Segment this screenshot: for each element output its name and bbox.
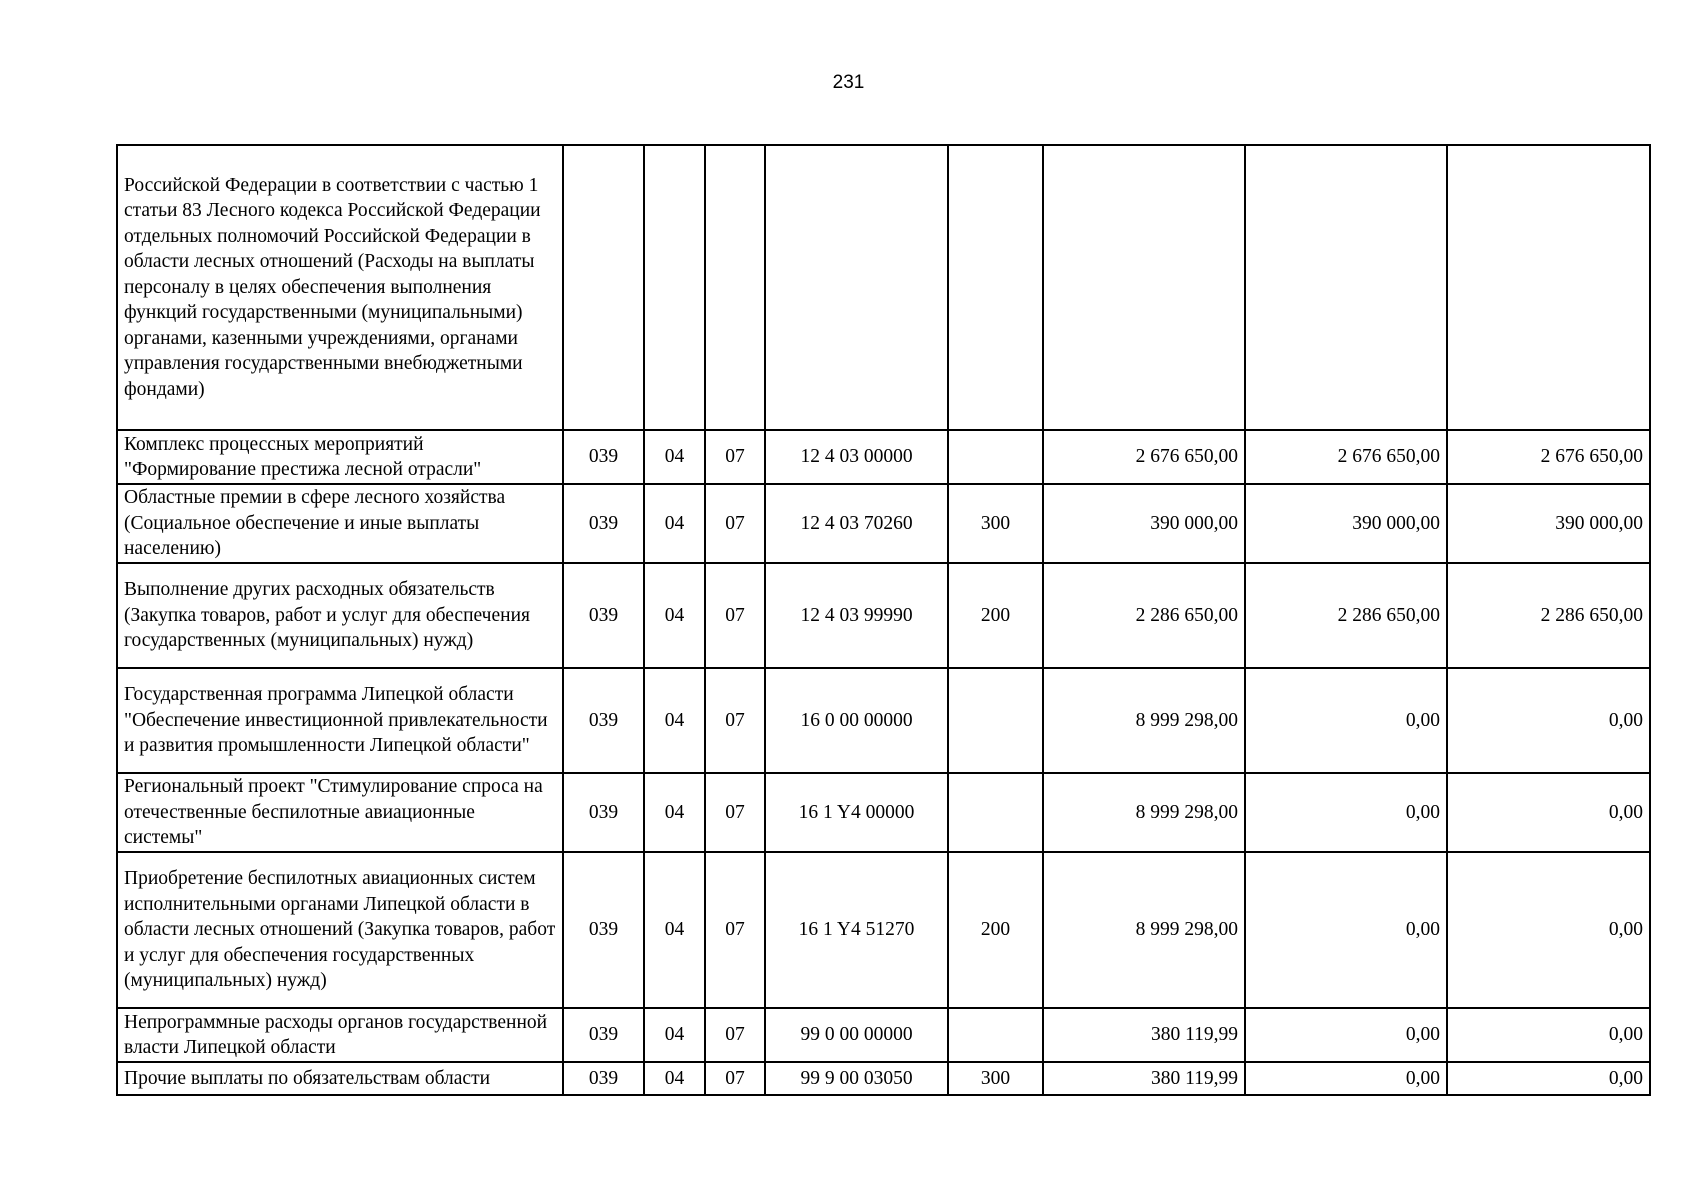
sum-1: 8 999 298,00 — [1043, 773, 1245, 852]
section-code: 04 — [644, 852, 705, 1008]
sum-1: 8 999 298,00 — [1043, 852, 1245, 1008]
sum-2: 390 000,00 — [1245, 484, 1447, 563]
subsection-code: 07 — [705, 1062, 765, 1095]
sum-3: 0,00 — [1447, 773, 1650, 852]
sum-1: 2 676 650,00 — [1043, 430, 1245, 484]
row-name: Приобретение беспилотных авиационных систем исполнительными органами Липецкой области в области лесных отношений (Закупка товаров, работ и услуг для обеспечения государственных (муниципальных) нужд) — [117, 852, 563, 1008]
budget-table — [116, 144, 1651, 1096]
sum-3: 0,00 — [1447, 668, 1650, 773]
sum-2: 0,00 — [1245, 668, 1447, 773]
table-row — [117, 145, 1650, 430]
subsection-code: 07 — [705, 668, 765, 773]
section-code: 04 — [644, 484, 705, 563]
expense-type-code — [948, 773, 1043, 852]
expense-type-code: 300 — [948, 484, 1043, 563]
target-code: 16 0 00 00000 — [765, 668, 948, 773]
row-name: Выполнение других расходных обязательств (Закупка товаров, работ и услуг для обеспечения государственных (муниципальных) нужд) — [117, 563, 563, 668]
sum-3 — [1447, 145, 1650, 430]
section-code: 04 — [644, 668, 705, 773]
sum-2: 2 676 650,00 — [1245, 430, 1447, 484]
ministry-code — [563, 145, 644, 430]
table-row — [117, 773, 1650, 852]
row-name: Российской Федерации в соответствии с частью 1 статьи 83 Лесного кодекса Российской Федерации отдельных полномочий Российской Федерации в области лесных отношений (Расходы на выплаты персоналу в целях обеспечения выполнения функций государственными (муниципальными) органами, казенными учреждениями, органами управления государственными внебюджетными фондами) — [117, 145, 563, 430]
subsection-code: 07 — [705, 484, 765, 563]
sum-1 — [1043, 145, 1245, 430]
sum-3: 0,00 — [1447, 852, 1650, 1008]
table-row — [117, 668, 1650, 773]
ministry-code: 039 — [563, 563, 644, 668]
sum-2: 0,00 — [1245, 1008, 1447, 1062]
target-code: 99 0 00 00000 — [765, 1008, 948, 1062]
subsection-code: 07 — [705, 1008, 765, 1062]
table-row — [117, 1008, 1650, 1062]
sum-1: 2 286 650,00 — [1043, 563, 1245, 668]
target-code: 16 1 Y4 00000 — [765, 773, 948, 852]
expense-type-code — [948, 668, 1043, 773]
expense-type-code — [948, 430, 1043, 484]
sum-3: 2 676 650,00 — [1447, 430, 1650, 484]
row-name: Государственная программа Липецкой области "Обеспечение инвестиционной привлекательности и развития промышленности Липецкой области" — [117, 668, 563, 773]
expense-type-code: 200 — [948, 563, 1043, 668]
target-code: 12 4 03 99990 — [765, 563, 948, 668]
sum-3: 390 000,00 — [1447, 484, 1650, 563]
sum-1: 380 119,99 — [1043, 1062, 1245, 1095]
subsection-code: 07 — [705, 852, 765, 1008]
table-row — [117, 484, 1650, 563]
section-code: 04 — [644, 563, 705, 668]
sum-2: 0,00 — [1245, 852, 1447, 1008]
row-name: Региональный проект "Стимулирование спроса на отечественные беспилотные авиационные системы" — [117, 773, 563, 852]
row-name: Комплекс процессных мероприятий "Формирование престижа лесной отрасли" — [117, 430, 563, 484]
section-code: 04 — [644, 1062, 705, 1095]
sum-2: 0,00 — [1245, 773, 1447, 852]
table-row — [117, 563, 1650, 668]
row-name: Областные премии в сфере лесного хозяйства (Социальное обеспечение и иные выплаты населению) — [117, 484, 563, 563]
sum-1: 390 000,00 — [1043, 484, 1245, 563]
target-code: 12 4 03 00000 — [765, 430, 948, 484]
subsection-code — [705, 145, 765, 430]
ministry-code: 039 — [563, 668, 644, 773]
target-code: 16 1 Y4 51270 — [765, 852, 948, 1008]
subsection-code: 07 — [705, 430, 765, 484]
target-code: 99 9 00 03050 — [765, 1062, 948, 1095]
section-code — [644, 145, 705, 430]
row-name: Прочие выплаты по обязательствам области — [117, 1062, 563, 1095]
sum-2: 0,00 — [1245, 1062, 1447, 1095]
expense-type-code: 200 — [948, 852, 1043, 1008]
table-row — [117, 852, 1650, 1008]
ministry-code: 039 — [563, 430, 644, 484]
target-code — [765, 145, 948, 430]
ministry-code: 039 — [563, 1008, 644, 1062]
sum-2 — [1245, 145, 1447, 430]
sum-1: 380 119,99 — [1043, 1008, 1245, 1062]
sum-3: 0,00 — [1447, 1008, 1650, 1062]
sum-2: 2 286 650,00 — [1245, 563, 1447, 668]
sum-3: 0,00 — [1447, 1062, 1650, 1095]
subsection-code: 07 — [705, 773, 765, 852]
ministry-code: 039 — [563, 484, 644, 563]
section-code: 04 — [644, 1008, 705, 1062]
page-number: 231 — [832, 72, 865, 93]
subsection-code: 07 — [705, 563, 765, 668]
ministry-code: 039 — [563, 852, 644, 1008]
expense-type-code: 300 — [948, 1062, 1043, 1095]
expense-type-code — [948, 145, 1043, 430]
ministry-code: 039 — [563, 773, 644, 852]
target-code: 12 4 03 70260 — [765, 484, 948, 563]
sum-1: 8 999 298,00 — [1043, 668, 1245, 773]
ministry-code: 039 — [563, 1062, 644, 1095]
expense-type-code — [948, 1008, 1043, 1062]
table-row — [117, 1062, 1650, 1095]
section-code: 04 — [644, 430, 705, 484]
section-code: 04 — [644, 773, 705, 852]
sum-3: 2 286 650,00 — [1447, 563, 1650, 668]
table-row — [117, 430, 1650, 484]
row-name: Непрограммные расходы органов государственной власти Липецкой области — [117, 1008, 563, 1062]
